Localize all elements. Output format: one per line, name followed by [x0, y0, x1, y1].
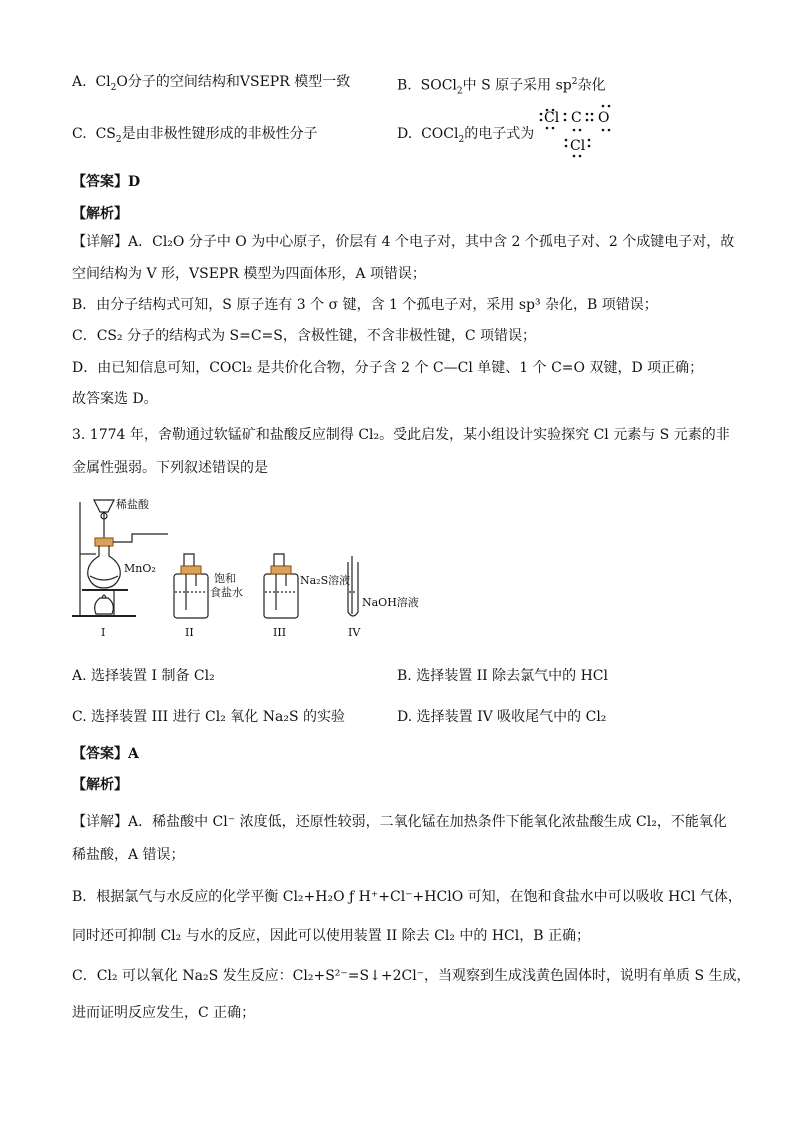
q3-detail-6: 进而证明反应发生，C 正确；	[72, 1005, 256, 1021]
apparatus-1	[72, 500, 168, 616]
q2-detail-5: D．由已知信息可知，COCl₂ 是共价化合物，分子含 2 个 C—Cl 单键、1 个 C=O 双键，D 项正确；	[72, 360, 704, 376]
label-mno2: MnO₂	[124, 562, 156, 575]
q2-detail-2: 空间结构为 V 形，VSEPR 模型为四面体形，A 项错误；	[72, 266, 426, 282]
label-apparatus-4: IV	[348, 626, 361, 639]
q3-stem-line1: 3. 1774 年，舍勒通过软锰矿和盐酸反应制得 Cl₂。受此启发，某小组设计实验探究 Cl 元素与 S 元素的非	[72, 427, 730, 443]
q3-option-d: D. 选择装置 IV 吸收尾气中的 Cl₂	[397, 709, 607, 725]
label-apparatus-1: I	[101, 626, 106, 639]
apparatus-diagram	[68, 494, 448, 646]
lewis-cl1: Cl	[544, 110, 560, 126]
label-na2s-solution: Na₂S溶液	[300, 574, 351, 587]
q2-option-b: B. SOCl$_2$中 S 原子采用 $sp^2$杂化	[397, 77, 606, 97]
q2-option-c: C. $CS_2$是由非极性键形成的非极性分子	[72, 126, 318, 145]
q2-detail-4: C．CS₂ 分子的结构式为 S=C=S，含极性键，不含非极性键，C 项错误；	[72, 328, 537, 344]
q3-option-a: A. 选择装置 I 制备 Cl₂	[72, 668, 215, 684]
label-apparatus-3: III	[273, 626, 287, 639]
apparatus-3	[264, 554, 298, 618]
q2-option-d: D. COCl$_2$的电子式为	[397, 126, 535, 145]
apparatus-2	[174, 554, 208, 618]
lewis-c: C	[571, 110, 582, 126]
cocl2-lewis-structure	[536, 100, 620, 162]
label-brine: 食盐水	[210, 586, 243, 599]
q3-detail-1: 【详解】A．稀盐酸中 Cl⁻ 浓度低，还原性较弱，二氧化锰在加热条件下能氧化浓盐酸生成 Cl₂，不能氧化	[72, 814, 727, 830]
q2-analysis-heading: 【解析】	[72, 206, 128, 222]
q3-option-c: C. 选择装置 III 进行 Cl₂ 氧化 Na₂S 的实验	[72, 709, 346, 725]
q2-option-a: A. $Cl_2O$分子的空间结构和VSEPR 模型一致	[72, 74, 351, 93]
q2-detail-1: 【详解】A．Cl₂O 分子中 O 为中心原子，价层有 4 个电子对，其中含 2 个孤电子对、2 个成键电子对，故	[72, 234, 735, 250]
q3-answer: 【答案】A	[72, 746, 139, 762]
label-apparatus-2: II	[185, 626, 194, 639]
label-saturated: 饱和	[214, 572, 236, 585]
q2-answer: 【答案】D	[72, 174, 141, 190]
q3-stem-line2: 金属性强弱。下列叙述错误的是	[72, 460, 268, 476]
q3-detail-4: 同时还可抑制 Cl₂ 与水的反应，因此可以使用装置 II 除去 Cl₂ 中的 HCl，B 正确；	[72, 928, 590, 944]
q3-option-b: B. 选择装置 II 除去氯气中的 HCl	[397, 668, 608, 684]
q3-detail-2: 稀盐酸，A 错误；	[72, 847, 185, 863]
q2-detail-6: 故答案选 D。	[72, 391, 158, 407]
lewis-o: O	[598, 110, 610, 126]
q3-analysis-heading: 【解析】	[72, 777, 128, 793]
q2-detail-3: B．由分子结构式可知，S 原子连有 3 个 σ 键，含 1 个孤电子对，采用 sp³ 杂化，B 项错误；	[72, 297, 658, 313]
label-naoh-solution: NaOH溶液	[362, 596, 419, 609]
lewis-cl2: Cl	[570, 138, 586, 154]
q3-detail-5: C．Cl₂ 可以氧化 Na₂S 发生反应：Cl₂+S²⁻=S↓+2Cl⁻，当观察到生成浅黄色固体时，说明有单质 S 生成，	[72, 968, 751, 984]
label-dilute-hcl: 稀盐酸	[116, 498, 149, 511]
q3-detail-3: B．根据氯气与水反应的化学平衡 Cl₂+H₂O ƒ H⁺+Cl⁻+HClO 可知，在饱和食盐水中可以吸收 HCl 气体，	[72, 889, 742, 905]
